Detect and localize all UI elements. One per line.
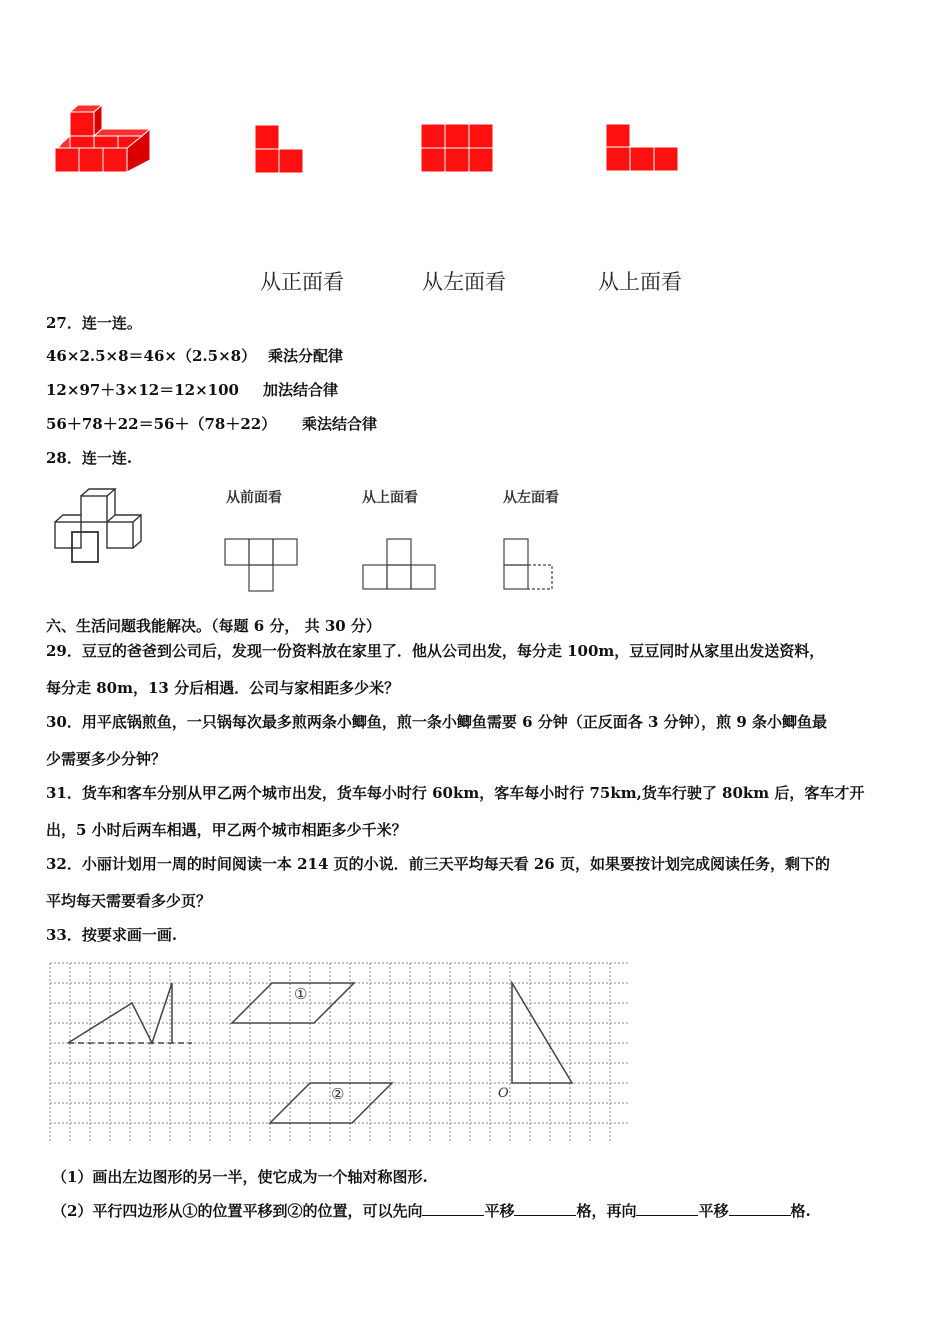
q30-line-2: 少需要多少分钟？ xyxy=(46,750,167,768)
q33-sub2-text-1: （2）平行四边形从①的位置平移到②的位置，可以先向 xyxy=(52,1202,423,1220)
blank-count-1[interactable] xyxy=(514,1201,576,1216)
blank-direction-2[interactable] xyxy=(636,1201,698,1216)
q28-view-label-top: 从上面看 xyxy=(362,490,418,506)
right-triangle xyxy=(512,983,572,1083)
q26-view-label-front: 从正面看 xyxy=(260,270,344,294)
q29-line-1: 29．豆豆的爸爸到公司后，发现一份资料放在家里了．他从公司出发，每分走 100m，豆豆同时从家里出发送资料， xyxy=(46,642,825,660)
q33-sub2-text-3: 格，再向 xyxy=(576,1202,637,1220)
blank-count-2[interactable] xyxy=(729,1201,791,1216)
q28-view-front-shape xyxy=(224,538,304,594)
red-view-left xyxy=(420,123,494,173)
q26-view-label-left: 从左面看 xyxy=(422,270,506,294)
q31-line-1: 31．货车和客车分别从甲乙两个城市出发，货车每小时行 60km，客车每小时行 75km,货车行驶了 80km 后，客车才开 xyxy=(46,784,865,802)
q33-sub-1: （1）画出左边图形的另一半，使它成为一个轴对称图形. xyxy=(52,1168,428,1186)
q29-line-2: 每分走 80m，13 分后相遇．公司与家相距多少米？ xyxy=(46,679,400,697)
red-view-front xyxy=(254,124,306,174)
q28-view-left-shape xyxy=(502,537,558,593)
red-cube-3d-figure xyxy=(50,105,160,195)
q33-sub-2 xyxy=(52,1200,811,1221)
q27-expr-2: 12×97＋3×12＝12×100 xyxy=(46,381,239,399)
half-figure xyxy=(68,983,172,1043)
q27-expr-3: 56＋78＋22＝56＋（78＋22） xyxy=(46,415,277,433)
q28-view-label-left: 从左面看 xyxy=(503,490,559,506)
origin-label: O xyxy=(498,1086,509,1101)
parallelogram-2-mark: ② xyxy=(331,1085,345,1103)
cube-solid xyxy=(55,105,150,172)
q27-expr-1: 46×2.5×8＝46×（2.5×8） xyxy=(46,347,257,365)
q33-sub2-text-5: 格. xyxy=(790,1202,811,1220)
q27-title: 27．连一连。 xyxy=(46,314,142,332)
q30-line-1: 30．用平底锅煎鱼，一只锅每次最多煎两条小鲫鱼，煎一条小鲫鱼需要 6 分钟（正反面各 3 分钟），煎 9 条小鲫鱼最 xyxy=(46,713,828,731)
q27-law-2: 加法结合律 xyxy=(263,381,339,399)
section6-heading: 六、生活问题我能解决。（每题 6 分， 共 30 分） xyxy=(46,617,381,635)
q28-view-top-shape xyxy=(362,537,442,593)
q31-line-2: 出，5 小时后两车相遇，甲乙两个城市相距多少千米？ xyxy=(46,821,407,839)
q32-line-1: 32．小丽计划用一周的时间阅读一本 214 页的小说．前三天平均每天看 26 页，如果要按计划完成阅读任务，剩下的 xyxy=(46,855,830,873)
q33-sub2-text-4: 平移 xyxy=(698,1202,729,1220)
q33-title: 33．按要求画一画. xyxy=(46,926,178,944)
q27-law-3: 乘法结合律 xyxy=(302,415,378,433)
q32-line-2: 平均每天需要看多少页？ xyxy=(46,892,212,910)
q28-view-label-front: 从前面看 xyxy=(226,490,282,506)
q33-sub2-text-2: 平移 xyxy=(484,1202,515,1220)
q28-title: 28．连一连. xyxy=(46,449,133,467)
q26-view-label-top: 从上面看 xyxy=(598,270,682,294)
parallelogram-1-mark: ① xyxy=(294,985,308,1003)
q27-law-1: 乘法分配律 xyxy=(268,347,344,365)
blank-direction-1[interactable] xyxy=(422,1201,484,1216)
q33-dotted-grid xyxy=(48,961,638,1146)
red-view-top xyxy=(605,123,681,173)
q28-cube-figure xyxy=(50,488,150,568)
